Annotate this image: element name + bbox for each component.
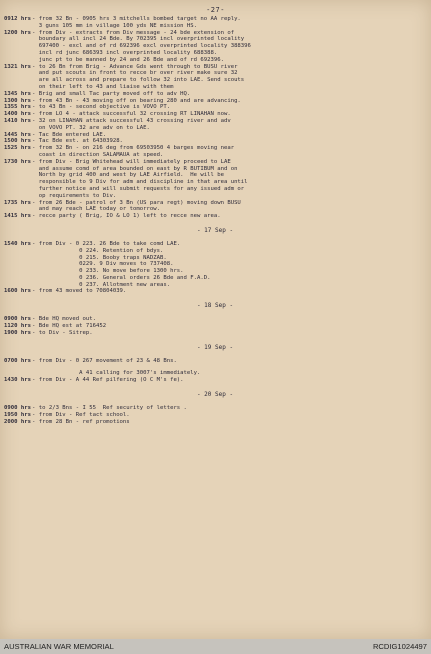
entry-text: - Bde HQ moved out. bbox=[32, 316, 96, 323]
entry-text: junc pt to be manned by 24 and 26 Bde and of rd 692396. bbox=[32, 56, 224, 63]
diary-entry-line bbox=[4, 152, 426, 159]
diary-entry-line bbox=[4, 16, 426, 23]
footer-source: AUSTRALIAN WAR MEMORIAL bbox=[4, 642, 114, 651]
archive-footer bbox=[0, 639, 431, 654]
entry-time bbox=[4, 255, 32, 262]
entry-text: - Bde HQ est at 716452 bbox=[32, 323, 107, 330]
diary-entry-line bbox=[4, 172, 426, 179]
entry-text: op requirements to Div. bbox=[32, 192, 117, 199]
entry-time: 1120 hrs bbox=[4, 323, 31, 330]
entry-time: 1200 hrs bbox=[4, 29, 31, 36]
entry-text: - Brig and small Tac party moved off to adv HQ. bbox=[32, 90, 191, 97]
entry-text: - from 32 Bn - on 216 deg from 69503950 4 barges moving near bbox=[32, 145, 235, 152]
entry-time: 0900 hrs bbox=[4, 316, 31, 323]
entry-time bbox=[4, 370, 32, 377]
entry-time bbox=[4, 23, 32, 30]
entry-text: responsible to 9 Div for adm and discipline in that area until bbox=[32, 179, 248, 186]
diary-entry-line bbox=[4, 91, 426, 98]
entry-text: 697400 - excl and of rd 692396 excl overprinted locality 388396 bbox=[32, 43, 251, 50]
diary-entry-line bbox=[4, 419, 426, 426]
diary-entry-line bbox=[4, 412, 426, 419]
entry-time bbox=[4, 206, 32, 213]
entry-time: 1540 hrs bbox=[4, 240, 31, 247]
entry-text: - to 2/3 Bns - I 55 Ref security of letters . bbox=[32, 405, 187, 412]
entry-time: 0700 hrs bbox=[4, 357, 31, 364]
entry-text: 0 215. Booby traps NADZAB. bbox=[32, 254, 167, 261]
entry-text: - to 26 Bn from Brig - Advance Gds went through to BUSU river bbox=[32, 63, 238, 70]
entry-text: coast in direction SALAMAUA at speed. bbox=[32, 151, 164, 158]
entry-text: - Tac Bde est. at 64303928. bbox=[32, 138, 123, 145]
diary-entry-line bbox=[4, 132, 426, 139]
entry-text: - from Div - Ref tact school. bbox=[32, 411, 130, 418]
diary-entry-line bbox=[4, 118, 426, 125]
diary-entry-line bbox=[4, 206, 426, 213]
diary-entry-line bbox=[4, 111, 426, 118]
entry-text: on their left to 43 and liaise with them bbox=[32, 83, 174, 90]
entry-text: - from Div - extracts from Div message - 24 bde extension of bbox=[32, 29, 235, 36]
entry-text: - to Div - Sitrep. bbox=[32, 329, 93, 336]
diary-entry-line bbox=[4, 23, 426, 30]
diary-entry-line bbox=[4, 43, 426, 50]
entry-text: and assume comd of area bounded on east by R BUTIBUM and on bbox=[32, 165, 238, 172]
entry-text: 0229. 9 Div moves to 737408. bbox=[32, 261, 174, 268]
entry-time: 1410 hrs bbox=[4, 117, 31, 124]
diary-entry-line bbox=[4, 323, 426, 330]
entry-time bbox=[4, 84, 32, 91]
entry-text: 0 224. Retention of bdys. bbox=[32, 247, 164, 254]
entry-time bbox=[4, 172, 32, 179]
entry-time bbox=[4, 186, 32, 193]
entry-text: - from 26 Bde - patrol of 3 Bn (US para regt) moving down BUSU bbox=[32, 199, 241, 206]
entry-text: 3 guns 105 mm in village 100 yds NE mission HS. bbox=[32, 22, 198, 29]
entry-text: - from Div - A 44 Ref pilfering (O C M's fe). bbox=[32, 377, 184, 384]
diary-entry-line bbox=[4, 36, 426, 43]
entry-time: 1355 hrs bbox=[4, 104, 31, 111]
entry-time: 1430 hrs bbox=[4, 377, 31, 384]
diary-entry-line bbox=[4, 64, 426, 71]
entry-time bbox=[4, 43, 32, 50]
diary-entry-line bbox=[4, 193, 426, 200]
diary-entry-line bbox=[4, 98, 426, 105]
diary-entry-line bbox=[4, 57, 426, 64]
entry-time bbox=[4, 268, 32, 275]
diary-entry-line bbox=[4, 138, 426, 145]
war-diary-entries bbox=[4, 16, 426, 425]
entry-time: 1735 hrs bbox=[4, 199, 31, 206]
diary-entry-line bbox=[4, 30, 426, 37]
diary-entry-line bbox=[4, 70, 426, 77]
entry-time: 0900 hrs bbox=[4, 405, 31, 412]
entry-time: 1321 hrs bbox=[4, 63, 31, 70]
entry-text: 0 237. Allotment new areas. bbox=[32, 281, 171, 288]
date-heading: - 18 Sep - bbox=[196, 302, 234, 310]
diary-entry-line bbox=[4, 84, 426, 91]
entry-time bbox=[4, 282, 32, 289]
diary-entry-line bbox=[4, 282, 426, 289]
diary-entry-line bbox=[4, 261, 426, 268]
diary-entry-line bbox=[4, 377, 426, 384]
diary-entry-line bbox=[4, 255, 426, 262]
diary-entry-line bbox=[4, 248, 426, 255]
diary-entry-line bbox=[4, 179, 426, 186]
diary-entry-line bbox=[4, 200, 426, 207]
diary-entry-line bbox=[4, 50, 426, 57]
entry-time bbox=[4, 152, 32, 159]
diary-entry-line bbox=[4, 145, 426, 152]
entry-text: - from Div - 0 267 movement of 23 & 48 Bns. bbox=[32, 357, 177, 364]
entry-time: 1500 hrs bbox=[4, 138, 31, 145]
entry-time bbox=[4, 275, 32, 282]
date-heading: - 20 Sep - bbox=[196, 391, 234, 399]
diary-entry-line bbox=[4, 104, 426, 111]
entry-text: - from 43 Bn - 43 moving off on bearing 280 and are advancing. bbox=[32, 97, 241, 104]
entry-time: 1300 hrs bbox=[4, 97, 31, 104]
diary-entry-line bbox=[4, 241, 426, 248]
entry-text: incl rd junc 686393 incl overprinted locality 688388. bbox=[32, 49, 218, 56]
entry-time bbox=[4, 36, 32, 43]
diary-entry-line bbox=[4, 159, 426, 166]
entry-text: and put scouts in front to recce br over river make sure 32 bbox=[32, 70, 238, 77]
entry-text: North by grid 400 and west by LAE Airfield. He will be bbox=[32, 172, 224, 179]
entry-text: - recce party ( Brig, IO & LO 1) left to recce new area. bbox=[32, 213, 221, 220]
diary-entry-line bbox=[4, 405, 426, 412]
diary-entry-line bbox=[4, 330, 426, 337]
diary-entry-line bbox=[4, 125, 426, 132]
entry-time: 1600 hrs bbox=[4, 288, 31, 295]
entry-time: 1345 hrs bbox=[4, 90, 31, 97]
entry-time: 1950 hrs bbox=[4, 411, 31, 418]
entry-time: 1445 hrs bbox=[4, 131, 31, 138]
diary-entry-line bbox=[4, 268, 426, 275]
entry-time: 1415 hrs bbox=[4, 213, 31, 220]
diary-entry-line bbox=[4, 213, 426, 220]
entry-text: on VOVO PT. 32 are adv on to LAE. bbox=[32, 124, 150, 131]
entry-time: 2000 hrs bbox=[4, 418, 31, 425]
entry-time: 1900 hrs bbox=[4, 329, 31, 336]
entry-time: 1730 hrs bbox=[4, 158, 31, 165]
entry-text: A 41 calling for 3007's immediately. bbox=[32, 370, 201, 377]
entry-time bbox=[4, 179, 32, 186]
entry-time: 1525 hrs bbox=[4, 145, 31, 152]
entry-text: - from 43 moved to 70804039. bbox=[32, 288, 127, 295]
diary-entry-line bbox=[4, 166, 426, 173]
entry-text: - from LO 4 - attack successful 32 crossing RT LINAHAN now. bbox=[32, 111, 231, 118]
entry-time bbox=[4, 77, 32, 84]
diary-entry-line bbox=[4, 77, 426, 84]
diary-entry-line bbox=[4, 186, 426, 193]
entry-text: and may reach LAE today or tomorrow. bbox=[32, 206, 160, 213]
entry-time bbox=[4, 57, 32, 64]
entry-time bbox=[4, 193, 32, 200]
entry-time bbox=[4, 166, 32, 173]
entry-time bbox=[4, 261, 32, 268]
entry-text: - to 43 Bn - second objective is VOVO PT. bbox=[32, 104, 171, 111]
diary-entry-line bbox=[4, 358, 426, 365]
entry-time bbox=[4, 70, 32, 77]
entry-text: - from Div - Brig Whitehead will immediately proceed to LAE bbox=[32, 158, 231, 165]
entry-text: 0 236. General orders 26 Bde and F.A.D. bbox=[32, 274, 211, 281]
date-heading: - 17 Sep - bbox=[196, 226, 234, 234]
entry-text: - from 28 Bn - ref promotions bbox=[32, 418, 130, 425]
diary-entry-line bbox=[4, 316, 426, 323]
entry-text: - from 32 Bn - 0905 hrs 3 mitchells bombed target no AA reply. bbox=[32, 16, 241, 22]
diary-entry-line bbox=[4, 288, 426, 295]
entry-time: 0912 hrs bbox=[4, 16, 31, 22]
date-heading: - 19 Sep - bbox=[196, 343, 234, 351]
entry-text: are all across and prepare to follow 32 into LAE. Send scouts bbox=[32, 77, 245, 84]
entry-time bbox=[4, 125, 32, 132]
entry-text: further notice and will submit requests for any issued adm or bbox=[32, 185, 245, 192]
entry-text: boundary all incl 24 Bde. By 702395 incl overprinted locality bbox=[32, 36, 245, 43]
diary-entry-line bbox=[4, 370, 426, 377]
entry-time: 1400 hrs bbox=[4, 111, 31, 118]
page-number: -27- bbox=[206, 6, 225, 14]
entry-text: 0 233. No move before 1300 hrs. bbox=[32, 268, 184, 275]
footer-reference: RCDIG1024497 bbox=[372, 642, 427, 651]
entry-text: - 32 on LINAHAN attack successful 43 crossing river and adv bbox=[32, 117, 231, 124]
entry-time bbox=[4, 248, 32, 255]
entry-text: - Tac Bde entered LAE. bbox=[32, 131, 107, 138]
entry-text: - from Div - 0 223. 26 Bde to take comd LAE. bbox=[32, 240, 181, 247]
diary-entry-line bbox=[4, 275, 426, 282]
entry-time bbox=[4, 50, 32, 57]
